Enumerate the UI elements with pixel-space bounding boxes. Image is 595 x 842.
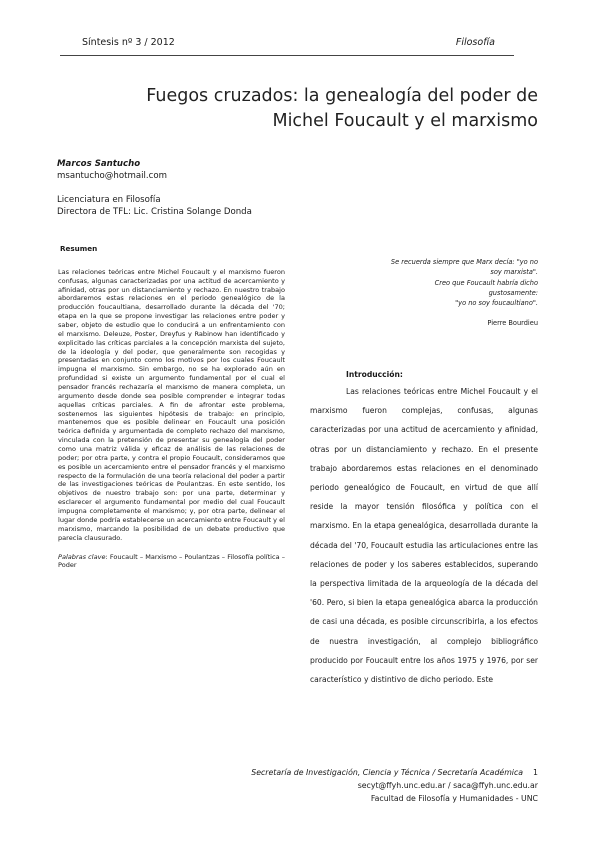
title-line-1: Fuegos cruzados: la genealogía del poder de [146, 86, 538, 106]
abstract-heading: Resumen [60, 244, 98, 253]
keywords-list: : Foucault – Marxismo – Poulantzas – Filosofía política – Poder [58, 552, 285, 570]
epigraph-line: Creo que Foucault habría dicho [434, 278, 538, 287]
page-footer [178, 766, 538, 805]
author-degree: Licenciatura en Filosofía [57, 195, 161, 205]
header-rule [60, 55, 514, 56]
epigraph-line: "yo no soy foucaultiano". [455, 299, 538, 308]
epigraph-line: gustosamente: [488, 288, 538, 297]
footer-faculty: Facultad de Filosofía y Humanidades - UNC [370, 794, 538, 803]
page-number: 1 [533, 768, 538, 777]
abstract-body: Las relaciones teóricas entre Michel Foucault y el marxismo fueron confusas, algunas caracterizadas por una actitud de acercamiento y afinidad, otras por un distanciamiento y rechazo. En nuestro trabajo abordaremos estas relaciones en el periodo genealógico de la producción foucaultiana, desarrollado durante la década del '70; etapa en la que se propone investigar las relaciones entre poder y saber, objeto de estudio que lo conducirá a un enfrentamiento con el marxismo. Deleuze, Poster, Dreyfus y Rabinow han identificado y explicitado las críticas parciales a la concepción marxista del sujeto, de la ideología y del poder, que generalmente son recogidas y presentadas en conjunto como los motivos por los cuales Foucault impugna el marxismo. Sin embargo, no se ha explorado aún en profundidad si existe un argumento fundamental por el cual el pensador francés rechazaría el marxismo de manera completa, un argumento desde donde sea posible comprender e integrar todas aquellas críticas parciales. A fin de afrontar este problema, sostenemos las siguientes hipótesis de trabajo: en principio, mantenemos que es posible delinear en Foucault una posición teórica definida y argumentada de completo rechazo del marxismo, vinculada con la pretensión de presentar su genealogía del poder como una matriz válida y eficaz de análisis de las relaciones de poder; por otra parte, y contra el propio Foucault, consideramos que es posible un acercamiento entre el pensador francés y el marxismo respecto de la formulación de una teoría relacional del poder a partir de las investigaciones teóricas de Poulantzas. En este sentido, los objetivos de nuestro trabajo son: por una parte, determinar y esclarecer el argumento fundamental por medio del cual Foucault impugna completamente el marxismo; y, por otra parte, delinear el lugar donde podría establecerse un acercamiento entre Foucault y el marxismo, marcando la posibilidad de un debate productivo que parecía clausurado. [58, 267, 285, 542]
footer-secretariat [178, 766, 538, 779]
author-name: Marcos Santucho [57, 159, 141, 169]
introduction-heading: Introducción: [346, 370, 403, 379]
journal-issue: Síntesis nº 3 / 2012 [82, 37, 175, 48]
abstract [58, 245, 285, 570]
epigraph [342, 257, 538, 329]
thesis-director: Directora de TFL: Lic. Cristina Solange Donda [57, 207, 252, 217]
footer-secretariat-text: Secretaría de Investigación, Ciencia y Técnica / Secretaría Académica [251, 768, 524, 777]
epigraph-attribution: Pierre Bourdieu [487, 319, 538, 328]
author-block [57, 158, 317, 218]
section-name: Filosofía [455, 37, 495, 48]
author-email: msantucho@hotmail.com [57, 171, 167, 181]
footer-emails: secyt@ffyh.unc.edu.ar / saca@ffyh.unc.edu.ar [357, 781, 538, 790]
introduction-body: Las relaciones teóricas entre Michel Foucault y el marxismo fueron complejas, confusas, algunas caracterizadas por una actitud de acercamiento y afinidad, otras por un distanciamiento y rechazo. En el presente trabajo abordaremos estas relaciones en el denominado periodo genealógico de Foucault, en virtud de que allí reside la mayor tensión filosófica y política con el marxismo. En la etapa genealógica, desarrollada durante la década del '70, Foucault estudia las articulaciones entre las relaciones de poder y los saberes establecidos, superando la perspectiva limitada de la arqueología de la década del '60. Pero, si bien la etapa genealógica abarca la producción de casi una década, es posible circunscribirla, a los efectos de nuestra investigación, al complejo bibliográfico producido por Foucault entre los años 1975 y 1976, por ser característico y distintivo de dicho periodo. Este [310, 387, 538, 685]
paper-title [118, 84, 538, 134]
keywords [58, 553, 285, 571]
keywords-label: Palabras clave [58, 552, 106, 561]
introduction [310, 368, 538, 689]
title-line-2: Michel Foucault y el marxismo [272, 111, 538, 131]
epigraph-line: Se recuerda siempre que Marx decía: "yo no [390, 258, 538, 266]
epigraph-line: soy marxista". [490, 268, 538, 277]
